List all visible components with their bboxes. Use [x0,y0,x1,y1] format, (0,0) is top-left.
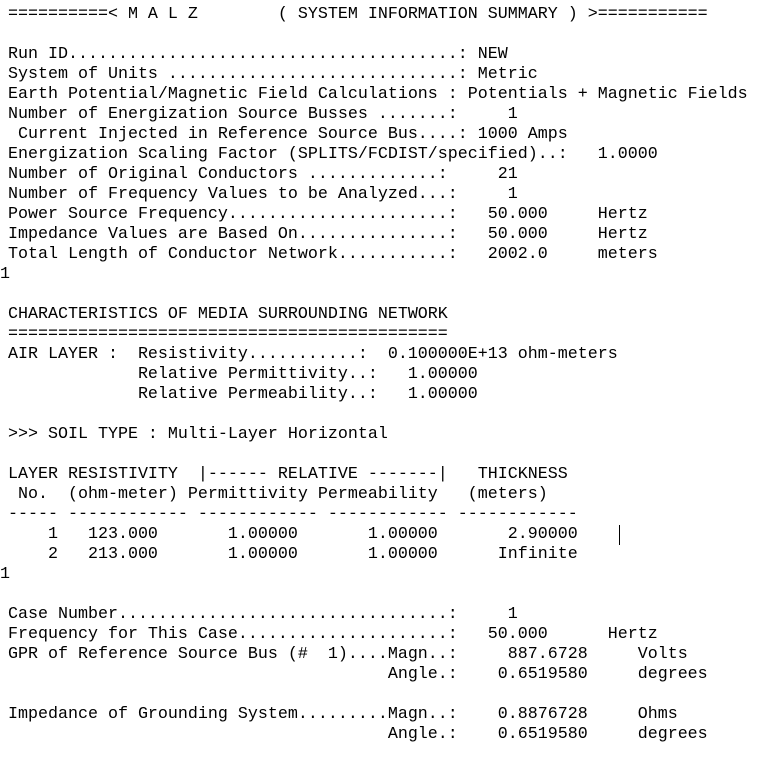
report-header-banner: ==========< M A L Z ( SYSTEM INFORMATION SUMMARY ) >=========== [8,5,708,24]
air-layer-permittivity-line: Relative Permittivity..: 1.00000 [8,365,478,384]
total-network-length-line: Total Length of Conductor Network...........: 2002.0 meters [8,245,658,264]
layer-table-header-2: No. (ohm-meter) Permittivity Permeability (meters) [8,485,548,504]
gpr-magnitude-line: GPR of Reference Source Bus (# 1)....Magn..: 887.6728 Volts [8,645,688,664]
layer-table-row: 1 123.000 1.00000 1.00000 2.90000 [8,525,578,544]
media-section-underline: ============================================ [8,325,448,344]
calculation-type-line: Earth Potential/Magnetic Field Calculations : Potentials + Magnetic Fields [8,85,748,104]
run-id-line: Run ID.......................................: NEW [8,45,508,64]
scaling-factor-line: Energization Scaling Factor (SPLITS/FCDIST/specified)..: 1.0000 [8,145,658,164]
system-information-summary [0,5,765,745]
power-source-frequency-line: Power Source Frequency......................: 50.000 Hertz [8,205,648,224]
case-frequency-line: Frequency for This Case.....................: 50.000 Hertz [8,625,658,644]
impedance-basis-line: Impedance Values are Based On...............: 50.000 Hertz [8,225,648,244]
frequency-values-count-line: Number of Frequency Values to be Analyzed...: 1 [8,185,518,204]
case-number-line: Case Number.................................: 1 [8,605,518,624]
system-of-units-line: System of Units .............................: Metric [8,65,538,84]
grounding-impedance-angle-line: Angle.: 0.6519580 degrees [8,725,708,744]
page-break-marker: 1 [0,265,10,284]
air-layer-permeability-line: Relative Permeability..: 1.00000 [8,385,478,404]
blank-line [8,685,765,705]
blank-line [8,585,765,605]
page-break-marker: 1 [0,565,10,584]
blank-line [8,405,765,425]
blank-line [8,25,765,45]
text-cursor [619,525,620,545]
source-busses-line: Number of Energization Source Busses .......: 1 [8,105,518,124]
soil-type-line: >>> SOIL TYPE : Multi-Layer Horizontal [8,425,388,444]
layer-table-header-1: LAYER RESISTIVITY |------ RELATIVE -------| THICKNESS [8,465,568,484]
air-layer-resistivity-line: AIR LAYER : Resistivity...........: 0.100000E+13 ohm-meters [8,345,618,364]
layer-table-row: 2 213.000 1.00000 1.00000 Infinite [8,545,578,564]
gpr-angle-line: Angle.: 0.6519580 degrees [8,665,708,684]
media-section-title: CHARACTERISTICS OF MEDIA SURROUNDING NETWORK [8,305,448,324]
blank-line [8,285,765,305]
blank-line [8,445,765,465]
grounding-impedance-magnitude-line: Impedance of Grounding System.........Magn..: 0.8876728 Ohms [8,705,678,724]
current-injected-line: Current Injected in Reference Source Bus....: 1000 Amps [8,125,568,144]
layer-table-rule: ----- ------------ ------------ ------------ ------------ [8,505,578,524]
original-conductors-line: Number of Original Conductors .............: 21 [8,165,518,184]
